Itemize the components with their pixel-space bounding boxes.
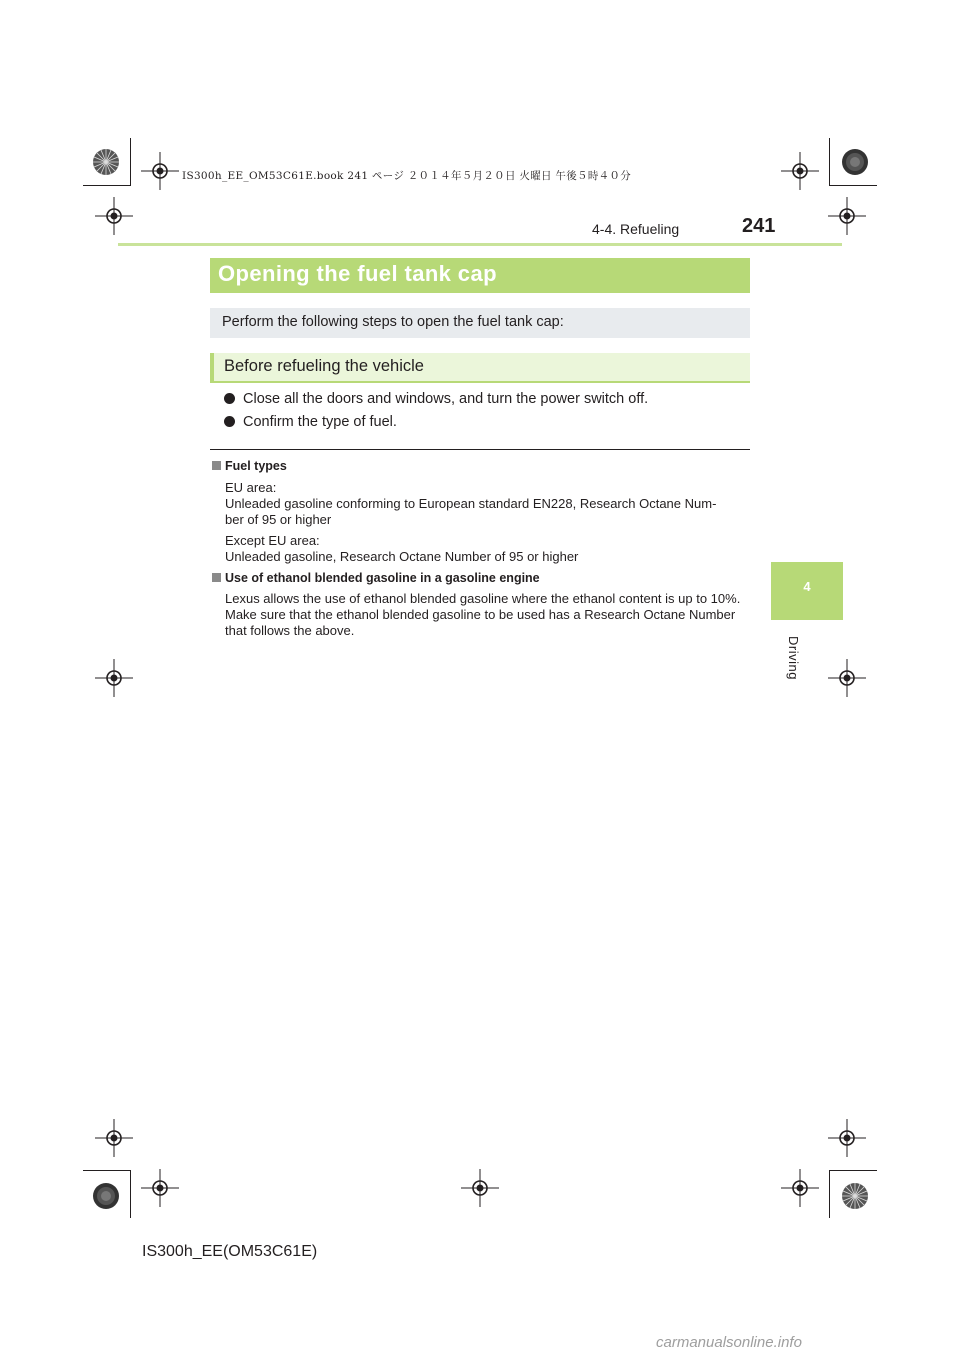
bullet-item [224,414,397,430]
registration-mark-icon [781,1169,819,1207]
crop-line [130,1170,131,1218]
intro-bar [210,308,750,338]
watermark: carmanualsonline.info [656,1334,802,1351]
crop-line [83,185,131,186]
page-title: Opening the fuel tank cap [218,261,497,286]
chapter-name: Driving [786,636,801,680]
note-heading-text: Use of ethanol blended gasoline in a gasoline engine [225,571,540,585]
bullet-icon [224,393,235,404]
color-rosette-icon [841,1182,869,1210]
header-rule [118,243,842,246]
bullet-text: Confirm the type of fuel. [243,414,397,430]
crop-line [130,138,131,186]
print-header: IS300h_EE_OM53C61E.book 241 ページ ２０１４年５月２０日 火曜日 午後５時４０分 [182,170,632,182]
registration-mark-icon [828,1119,866,1157]
footer-code: IS300h_EE(OM53C61E) [142,1243,318,1260]
note-line: Unleaded gasoline conforming to European standard EN228, Research Octane Num- [225,496,717,511]
registration-mark-icon [141,1169,179,1207]
note-line: Lexus allows the use of ethanol blended gasoline where the ethanol content is up to 10%. [225,591,741,606]
intro-text: Perform the following steps to open the fuel tank cap: [222,314,564,330]
note-line: Unleaded gasoline, Research Octane Number of 95 or higher [225,549,579,564]
registration-mark-icon [828,659,866,697]
subsection-title: Before refueling the vehicle [224,357,424,375]
chapter-number: 4 [803,579,811,594]
chapter-tab [771,562,843,620]
registration-mark-icon [95,197,133,235]
note-line: Make sure that the ethanol blended gasoline to be used has a Research Octane Number [225,607,736,622]
subsection-bar [210,353,750,381]
note-line: EU area: [225,480,277,495]
page-number: 241 [742,215,776,237]
note-heading [212,459,287,473]
note-line: Except EU area: [225,533,320,548]
section-divider [210,449,750,450]
bullet-icon [224,416,235,427]
square-bullet-icon [212,461,221,470]
color-rosette-icon [92,1182,120,1210]
note-heading [212,571,540,585]
registration-mark-icon [95,659,133,697]
registration-mark-icon [828,197,866,235]
color-rosette-icon [841,148,869,176]
note-line: that follows the above. [225,623,355,638]
crop-line [829,138,830,186]
title-bar [210,258,750,293]
crop-line [83,1170,131,1171]
registration-mark-icon [781,152,819,190]
subsection-rule [210,381,750,383]
color-rosette-icon [92,148,120,176]
bullet-text: Close all the doors and windows, and turn the power switch off. [243,391,649,407]
crop-line [829,1170,877,1171]
registration-mark-icon [461,1169,499,1207]
crop-line [829,1170,830,1218]
registration-mark-icon [141,152,179,190]
crop-line [829,185,877,186]
note-line: ber of 95 or higher [225,512,332,527]
bullet-item [224,391,648,407]
registration-mark-icon [95,1119,133,1157]
section-label: 4-4. Refueling [592,221,680,237]
square-bullet-icon [212,573,221,582]
note-heading-text: Fuel types [225,459,287,473]
